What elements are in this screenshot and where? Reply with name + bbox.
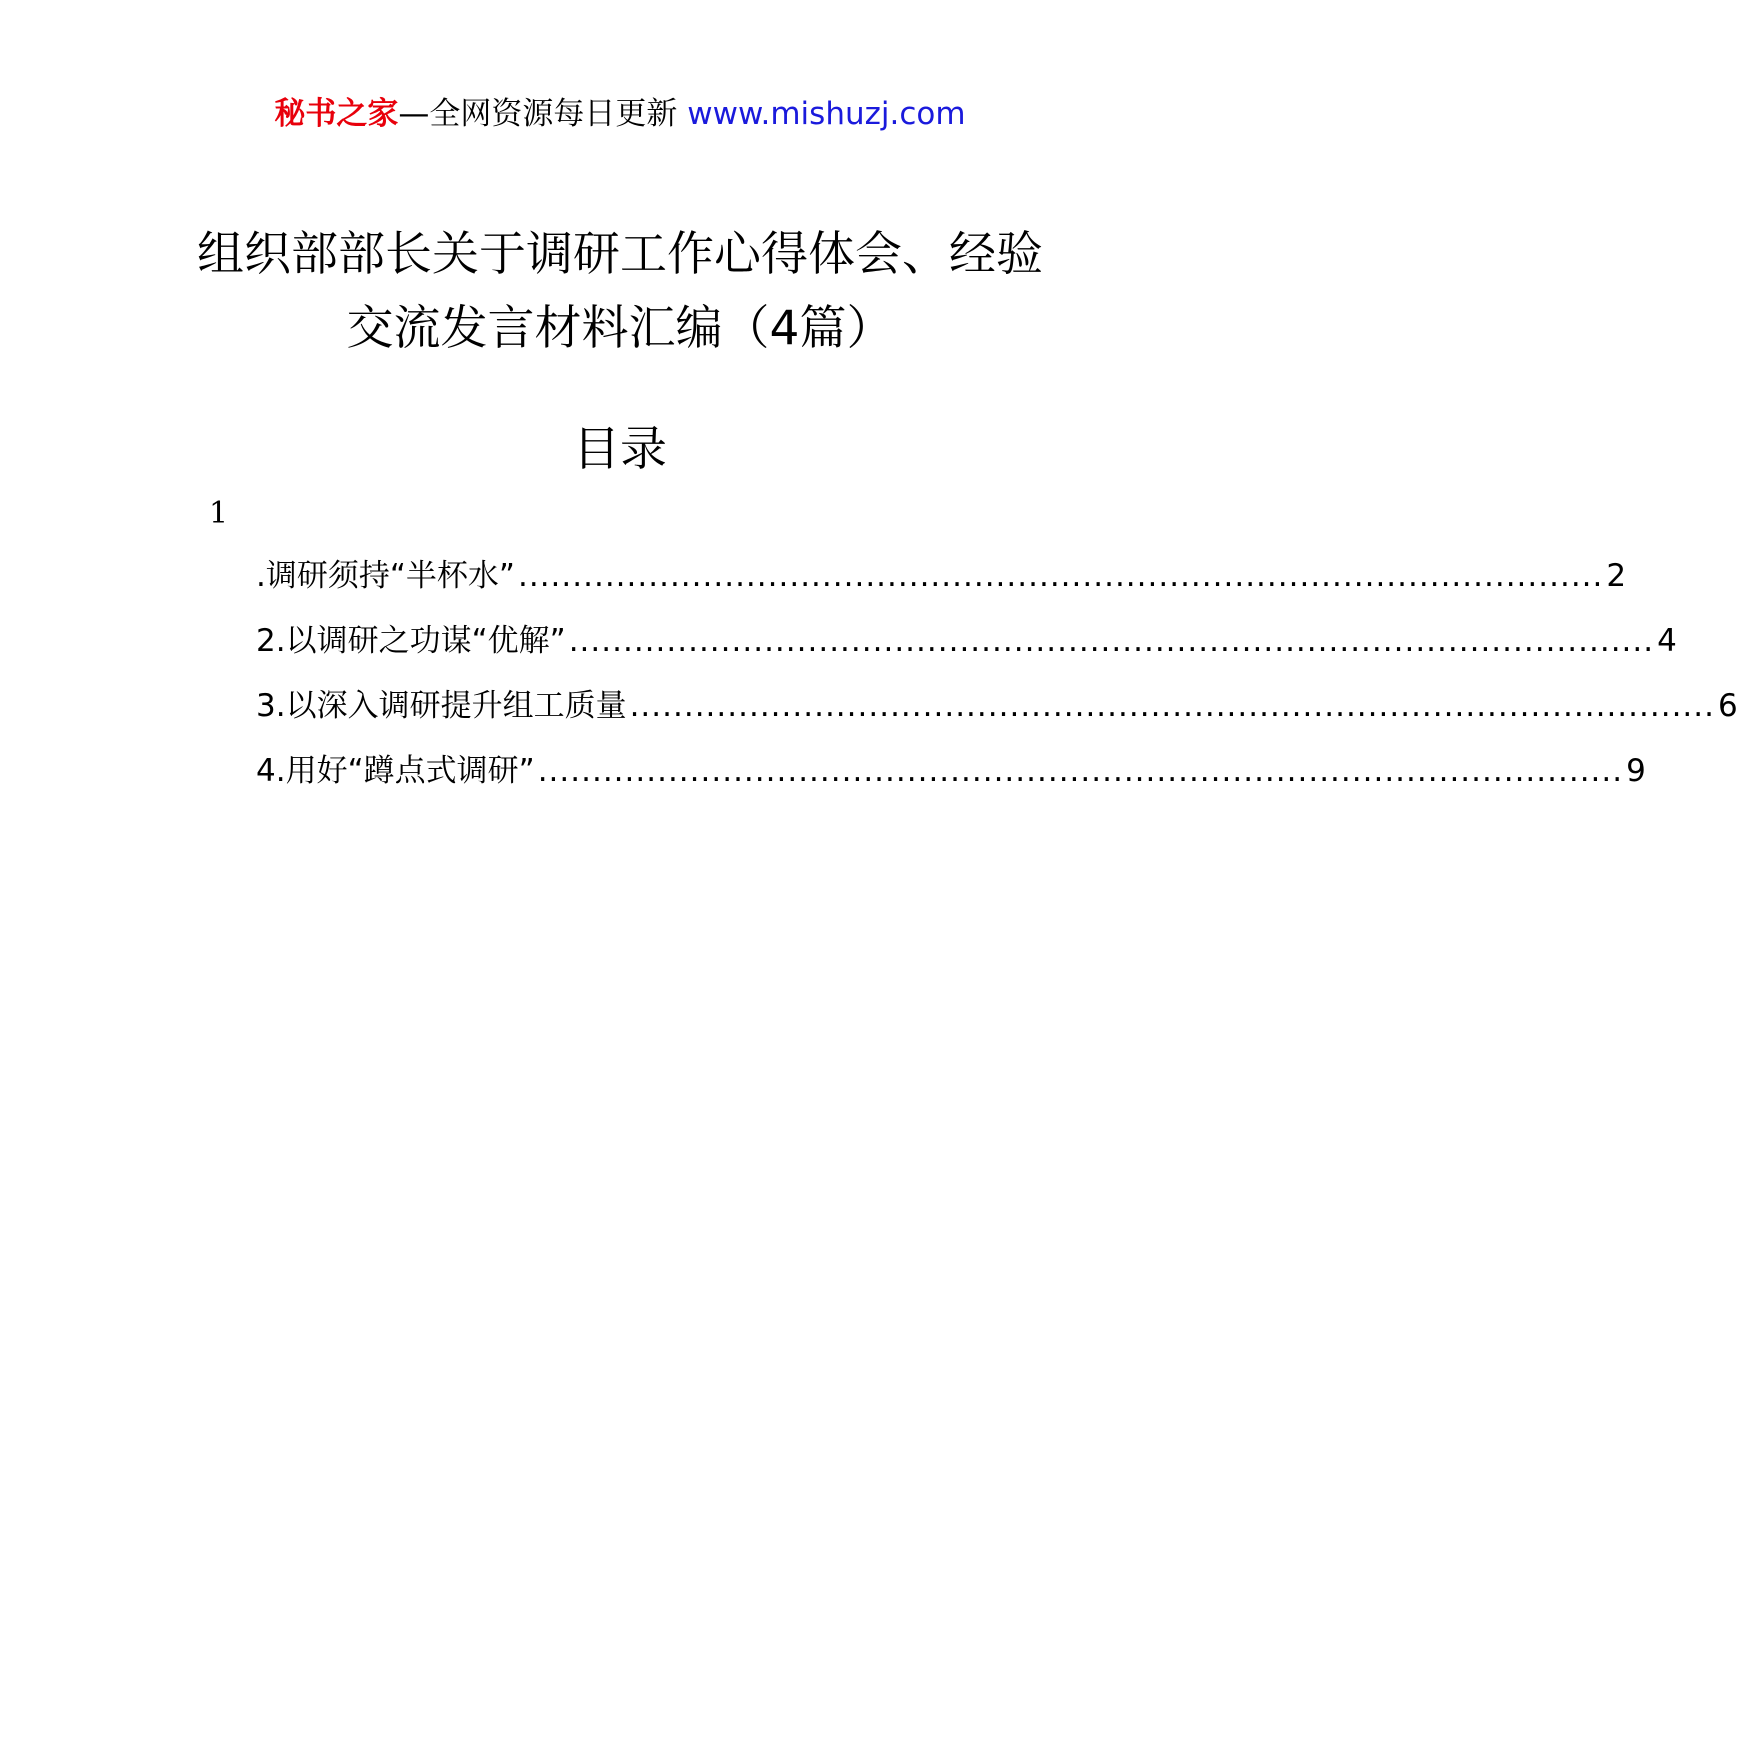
toc-leader-dots: .................................................................................................... (568, 623, 1655, 659)
site-brand: 秘书之家 (274, 96, 399, 132)
toc-entry-label: 3.以深入调研提升组工质量 (256, 688, 627, 724)
toc-entry-label: .调研须持“半杯水” (256, 558, 515, 594)
toc-heading: 目录 (573, 422, 667, 477)
site-tagline: —全网资源每日更新 (398, 96, 678, 132)
toc-entry-page: 6 (1717, 688, 1738, 724)
toc-entry[interactable] (256, 749, 1646, 814)
toc-entry-page: 2 (1606, 558, 1627, 594)
toc-leader-dots: .................................................................................................... (517, 558, 1604, 594)
site-url-link[interactable]: www.mishuzj.com (687, 96, 966, 132)
document-title (0, 218, 1240, 366)
site-header (0, 92, 1240, 136)
toc-entry-page: 9 (1626, 753, 1646, 789)
document-title-line-1: 组织部部长关于调研工作心得体会、经验 (197, 227, 1043, 282)
toc-entry[interactable] (256, 554, 1627, 619)
stray-number: 1 (209, 496, 229, 531)
document-title-line-2: 交流发言材料汇编（4篇） (346, 301, 894, 356)
toc-entry[interactable] (256, 684, 1738, 749)
toc-entry-page: 4 (1657, 623, 1677, 659)
table-of-contents (256, 554, 1738, 814)
toc-entry-label: 4.用好“蹲点式调研” (256, 753, 535, 789)
toc-entry[interactable] (256, 619, 1677, 684)
toc-leader-dots: .................................................................................................... (629, 688, 1715, 724)
toc-leader-dots: .................................................................................................... (537, 753, 1624, 789)
toc-entry-label: 2.以调研之功谋“优解” (256, 623, 566, 659)
